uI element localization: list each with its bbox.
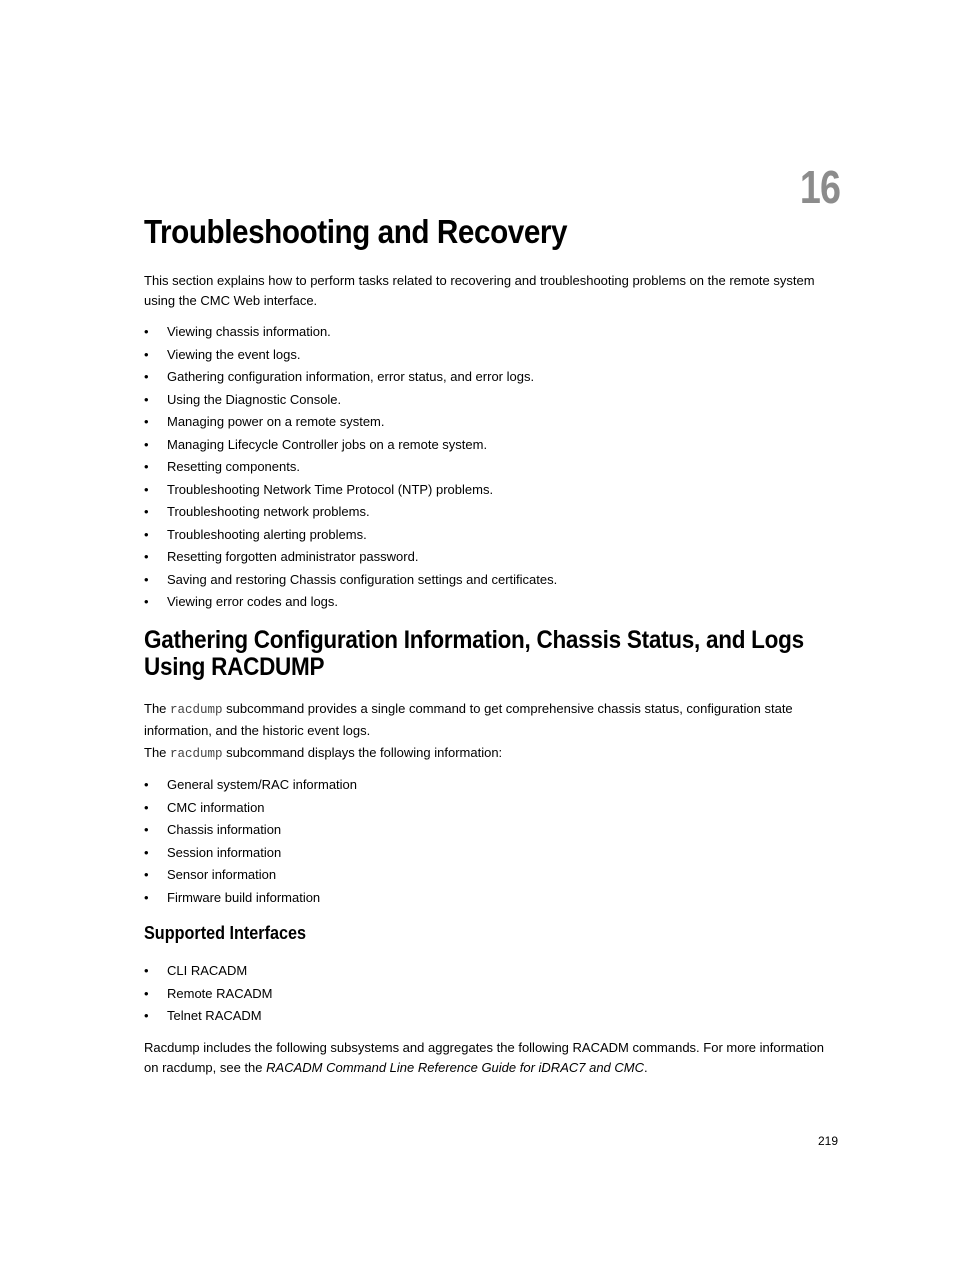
list-item: • General system/RAC information [144,774,357,797]
section-heading-line2: Using RACDUMP [144,653,325,681]
racdump-subsystems-paragraph [144,1038,834,1077]
text-line1: Racdump includes the following subsystems and aggregates the following RACADM commands. For more information [144,1040,824,1055]
interfaces-list [144,960,272,1028]
racdump-code: racdump [170,747,223,761]
task-list [144,321,557,614]
list-item: • Managing Lifecycle Controller jobs on a remote system. [144,434,557,457]
chapter-title: Troubleshooting and Recovery [144,213,568,250]
section-heading-line1: Gathering Configuration Information, Chassis Status, and Logs [144,626,804,654]
list-item: • Troubleshooting Network Time Protocol (NTP) problems. [144,479,557,502]
reference-guide-title: RACADM Command Line Reference Guide for iDRAC7 and CMC [266,1059,645,1075]
list-item: • Session information [144,842,357,865]
chapter-number: 16 [799,161,840,213]
text-line2: information, and the historic event logs. [144,722,371,738]
list-item: • Resetting components. [144,456,557,479]
text-prefix: The [144,745,171,760]
list-item: • Viewing error codes and logs. [144,591,557,614]
text-prefix: on racdump, see the [144,1059,267,1075]
list-item: • Using the Diagnostic Console. [144,389,557,412]
list-item: • CMC information [144,797,357,820]
racdump-description [144,699,834,740]
list-item: • Troubleshooting alerting problems. [144,524,557,547]
list-item: • Saving and restoring Chassis configuration settings and certificates. [144,569,557,592]
list-item: • Telnet RACADM [144,1005,272,1028]
racdump-displays [144,743,834,765]
list-item: • Sensor information [144,864,357,887]
intro-paragraph: This section explains how to perform tasks related to recovering and troubleshooting problems on the remote system using the CMC Web interface. [144,273,815,308]
list-item: • Viewing chassis information. [144,321,557,344]
list-item: • Chassis information [144,819,357,842]
list-item: • Resetting forgotten administrator password. [144,546,557,569]
list-item: • Viewing the event logs. [144,344,557,367]
subsection-heading: Supported Interfaces [144,923,307,943]
info-list [144,774,357,910]
text-prefix: The [144,701,171,716]
list-item: • Firmware build information [144,887,357,910]
text-rest: subcommand displays the following information: [222,745,503,760]
text-rest: subcommand provides a single command to get comprehensive chassis status, configuration state [222,701,793,716]
list-item: • Remote RACADM [144,983,272,1006]
page-number: 219 [817,1134,838,1148]
list-item: • Managing power on a remote system. [144,411,557,434]
text-suffix: . [644,1059,648,1075]
list-item: • CLI RACADM [144,960,272,983]
list-item: • Troubleshooting network problems. [144,501,557,524]
section-heading [144,627,804,681]
list-item: • Gathering configuration information, error status, and error logs. [144,366,557,389]
racdump-code: racdump [170,703,223,717]
